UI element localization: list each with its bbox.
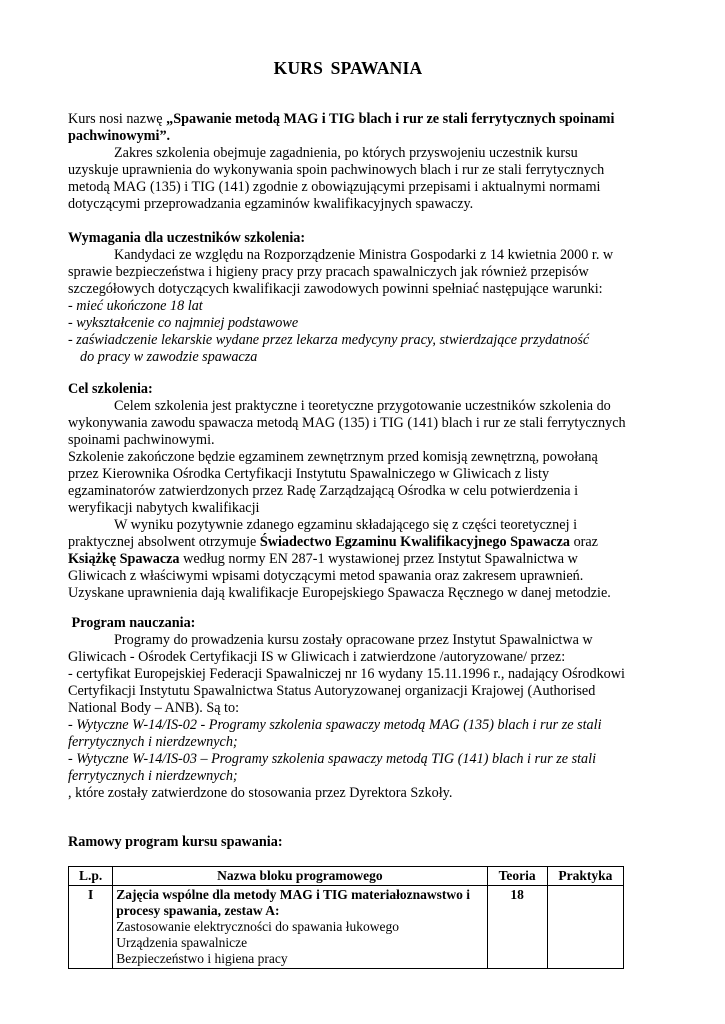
goal-p3-rest: według normy EN 287-1 wystawionej przez Instytut Spawalnictwa w Gliwicach z właściwymi wpisami dotyczącymi metod spawania oraz zakresem uprawnień. (68, 551, 584, 584)
document-title: KURS SPAWANIA (273, 58, 423, 78)
table-row (69, 886, 624, 969)
framework-table (68, 866, 624, 969)
table-header-row (69, 867, 624, 886)
requirements-text: Kandydaci ze względu na Rozporządzenie Ministra Gospodarki z 14 kwietnia 2000 r. w sprawie bezpieczeństwa i higieny pracy przy pracach spawalniczych jak również przepisów szczegółowych dotyczących kwalifikacji zawodowych powinni spełniać następujące warunki: (68, 247, 614, 297)
program-paragraph-1: Programy do prowadzenia kursu zostały opracowane przez Instytut Spawalnictwa w Gliwicach - Ośrodek Certyfikacji IS w Gliwicach i zatwierdzone /autoryzowane/ przez: (68, 632, 593, 665)
requirement-item-continued: do pracy w zawodzie spawacza (80, 349, 258, 365)
intro-scope: Zakres szkolenia obejmuje zagadnienia, po których przyswojeniu uczestnik kursu uzyskuje uprawnienia do wykonywania spoin pachwinowych blach i rur ze stali ferrytycznych metodą MAG (135) i TIG (141) zgodnie z obowiązującymi przepisami i aktualnymi normami dotyczącymi przeprowadzania egzaminów kwalifikacyjnych spawaczy. (68, 145, 605, 212)
row-block-title: Zajęcia wspólne dla metody MAG i TIG materiałoznawstwo i procesy spawania, zestaw A: (116, 887, 471, 918)
certificate-name: Świadectwo Egzaminu Kwalifikacyjnego Spawacza (259, 534, 571, 550)
goal-paragraph-3 (68, 517, 628, 585)
row-block-item: Zastosowanie elektryczności do spawania łukowego (116, 919, 399, 934)
goal-p3-and: oraz (570, 534, 598, 550)
framework-heading: Ramowy program kursu spawania: (68, 834, 283, 850)
column-header-lp: L.p. (69, 867, 113, 886)
requirement-item: - wykształcenie co najmniej podstawowe (68, 315, 299, 331)
program-heading: Program nauczania: (68, 615, 196, 631)
column-header-praktyka: Praktyka (547, 867, 623, 886)
course-name: „Spawanie metodą MAG i TIG blach i rur ze stali ferrytycznych spoinami pachwinowymi”. (68, 111, 615, 144)
framework-section (68, 834, 628, 851)
program-paragraph-3: , które zostały zatwierdzone do stosowania przez Dyrektora Szkoły. (68, 785, 453, 801)
requirements-heading: Wymagania dla uczestników szkolenia: (68, 230, 306, 246)
guideline-item: - Wytyczne W-14/IS-02 - Programy szkolenia spawaczy metodą MAG (135) blach i rur ze stali ferrytycznych i nierdzewnych; (68, 717, 602, 750)
requirements-section (68, 230, 628, 366)
requirement-item: - mieć ukończone 18 lat (68, 298, 203, 314)
program-paragraph-2: - certyfikat Europejskiej Federacji Spawalniczej nr 16 wydany 15.11.1996 r., nadający Ośrodkowi Certyfikacji Instytutu Spawalnictwa Status Autoryzowanej organizacji Krajowej (Authorised National Body – ANB). Są to: (68, 666, 625, 716)
row-lp: I (69, 886, 113, 969)
intro-prefix: Kurs nosi nazwę (68, 111, 167, 127)
goal-paragraph-1: Celem szkolenia jest praktyczne i teoretyczne przygotowanie uczestników szkolenia do wykonywania zawodu spawacza metodą MAG (135) i TIG (141) blach i rur ze stali ferrytycznych spoinami pachwinowymi. (68, 398, 626, 448)
row-teoria: 18 (487, 886, 547, 969)
goal-heading: Cel szkolenia: (68, 381, 153, 397)
goal-section (68, 381, 628, 602)
program-section (68, 615, 628, 802)
intro-section (68, 111, 628, 213)
goal-paragraph-4: Uzyskane uprawnienia dają kwalifikacje Europejskiego Spawacza Ręcznego w danej metodzie. (68, 585, 611, 601)
column-header-teoria: Teoria (487, 867, 547, 886)
row-praktyka (547, 886, 623, 969)
row-block-item: Urządzenia spawalnicze (116, 935, 248, 950)
row-block (113, 886, 487, 969)
row-block-item: Bezpieczeństwo i higiena pracy (116, 951, 288, 966)
column-header-name: Nazwa bloku programowego (113, 867, 487, 886)
goal-paragraph-2: Szkolenie zakończone będzie egzaminem zewnętrznym przed komisją zewnętrzną, powołaną przez Kierownika Ośrodka Certyfikacji Instytutu Spawalniczego w Gliwicach z listy egzaminatorów zatwierdzonych przez Radę Zarządzającą Ośrodka w celu potwierdzenia i weryfikacji nabytych kwalifikacji (68, 449, 598, 516)
guideline-item: - Wytyczne W-14/IS-03 – Programy szkolenia spawaczy metodą TIG (141) blach i rur ze stali ferrytycznych i nierdzewnych; (68, 751, 597, 784)
requirement-item: - zaświadczenie lekarskie wydane przez lekarza medycyny pracy, stwierdzające przydatność (68, 332, 590, 348)
intro-course-name (68, 111, 628, 145)
goal-p3-text: W wyniku pozytywnie zdanego egzaminu składającego się z części teoretycznej i praktycznej absolwent otrzymuje (68, 517, 578, 550)
welder-book-name: Książkę Spawacza (68, 551, 180, 567)
